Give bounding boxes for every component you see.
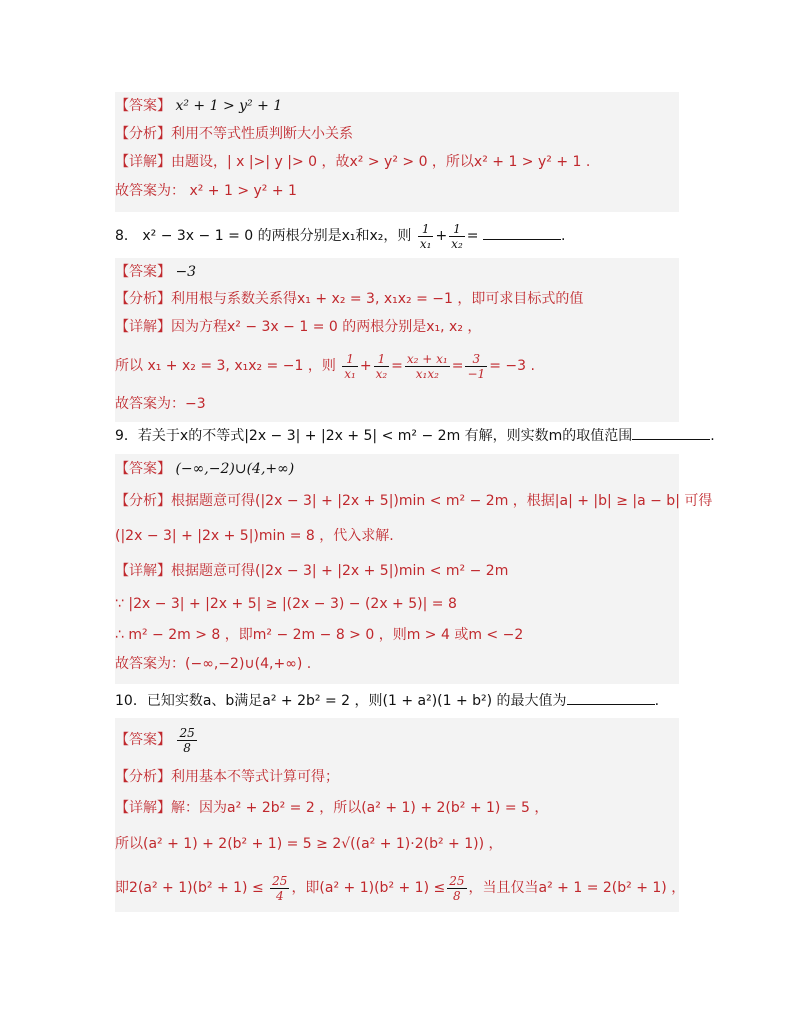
period: . xyxy=(710,428,715,444)
answer-tag: 【答案】 xyxy=(115,732,171,748)
detail-text: ，即(a² + 1)(b² + 1) ≤ xyxy=(291,880,446,896)
numerator: 25 xyxy=(449,873,465,888)
fraction xyxy=(405,352,450,381)
numerator: 25 xyxy=(179,725,195,740)
detail-line-q10 xyxy=(115,792,679,824)
analysis-text: 利用不等式性质判断大小关系 xyxy=(171,126,353,142)
question-10 xyxy=(115,688,679,714)
analysis-text: (|2x − 3| + |2x + 5|)min = 8 ，代入求解. xyxy=(115,528,394,544)
denominator: x₁ xyxy=(419,236,432,251)
detail-line-q9-2 xyxy=(115,588,679,620)
plus-sign: + xyxy=(435,228,448,244)
question-8 xyxy=(115,218,679,254)
answer-line-q9 xyxy=(115,454,679,484)
detail-text: 由题设，| x |>| y |> 0 ，故x² > y² > 0 ，所以x² + 1 > y² + 1 . xyxy=(171,154,591,170)
final-answer-q9 xyxy=(115,650,679,684)
analysis-tag: 【分析】 xyxy=(115,126,171,142)
final-answer-text: 故答案为： x² + 1 > y² + 1 xyxy=(115,183,297,199)
detail-text: 即2(a² + 1)(b² + 1) ≤ xyxy=(115,880,264,896)
detail-text: ，当且仅当a² + 1 = 2(b² + 1) ， xyxy=(468,880,686,896)
numerator: x₂ + x₁ xyxy=(406,351,448,366)
detail-tag: 【详解】 xyxy=(115,319,171,335)
detail-text: 所以(a² + 1) + 2(b² + 1) = 5 ≥ 2√((a² + 1)·2(b² + 1)) ， xyxy=(115,836,503,852)
fraction xyxy=(342,352,358,381)
denominator: x₁ xyxy=(344,366,356,381)
analysis-line-q9-2 xyxy=(115,518,679,554)
analysis-tag: 【分析】 xyxy=(115,769,171,785)
answer-line-q10 xyxy=(115,718,679,762)
analysis-line-q8 xyxy=(115,286,679,312)
equals-sign: = xyxy=(451,358,464,374)
detail-text: 因为方程x² − 3x − 1 = 0 的两根分别是x₁, x₂ ， xyxy=(171,319,482,335)
numerator: 1 xyxy=(449,222,465,237)
period: . xyxy=(560,228,566,244)
final-answer-text: 故答案为：−3 xyxy=(115,396,206,412)
detail-text: 所以 x₁ + x₂ = 3, x₁x₂ = −1 ，则 xyxy=(115,358,336,374)
period: . xyxy=(654,693,660,709)
equals-sign: = xyxy=(466,228,479,244)
answer-blank xyxy=(483,225,561,240)
detail-line-q10-3 xyxy=(115,864,686,912)
fraction xyxy=(177,726,196,755)
plus-sign: + xyxy=(359,358,372,374)
denominator: x₂ xyxy=(451,236,463,251)
analysis-text: 利用基本不等式计算可得； xyxy=(171,769,339,785)
detail-line-q9 xyxy=(115,554,679,588)
denominator: x₁x₂ xyxy=(415,366,439,381)
numerator: 1 xyxy=(418,222,434,237)
question-text: 8． x² − 3x − 1 = 0 的两根分别是x₁和x₂，则 xyxy=(115,228,412,244)
question-text: 9．若关于x的不等式|2x − 3| + |2x + 5| < m² − 2m 有解，则实数m的取值范围 xyxy=(115,428,633,444)
answer-blank xyxy=(632,425,710,440)
numerator: 1 xyxy=(374,352,390,367)
analysis-text: 根据题意可得(|2x − 3| + |2x + 5|)min < m² − 2m ，根据|a| + |b| ≥ |a − b| 可得 xyxy=(171,493,713,509)
denominator: 8 xyxy=(183,740,191,755)
detail-line-q9-3 xyxy=(115,620,679,650)
detail-tag: 【详解】 xyxy=(115,563,171,579)
answer-tag: 【答案】 xyxy=(115,98,171,114)
numerator: 25 xyxy=(272,873,288,888)
answer-tag: 【答案】 xyxy=(115,461,171,477)
fraction xyxy=(418,222,434,251)
analysis-text: 利用根与系数关系得x₁ + x₂ = 3, x₁x₂ = −1 ，即可求目标式的值 xyxy=(171,291,584,307)
answer-expression: (−∞,−2)∪(4,+∞) xyxy=(175,461,295,477)
detail-line-q8 xyxy=(115,312,679,342)
analysis-line-q10 xyxy=(115,762,679,792)
equals-sign: = xyxy=(391,358,403,374)
result-text: = −3 . xyxy=(489,358,535,374)
answer-blank xyxy=(567,690,655,705)
analysis-tag: 【分析】 xyxy=(115,291,171,307)
question-9 xyxy=(115,424,715,448)
analysis-line-q9 xyxy=(115,484,713,518)
denominator: 8 xyxy=(453,888,461,903)
fraction xyxy=(449,222,465,251)
final-answer-text: 故答案为：(−∞,−2)∪(4,+∞) . xyxy=(115,656,312,672)
detail-line-q8-2 xyxy=(115,342,679,390)
answer-line-q7 xyxy=(115,92,679,120)
detail-text: 解：因为a² + 2b² = 2 ，所以(a² + 1) + 2(b² + 1) = 5 ， xyxy=(171,800,549,816)
denominator: 4 xyxy=(275,888,284,903)
detail-tag: 【详解】 xyxy=(115,800,171,816)
numerator: 1 xyxy=(342,352,358,367)
final-answer-q7 xyxy=(115,176,679,212)
denominator: −1 xyxy=(467,366,486,381)
answer-expression: x² + 1 > y² + 1 xyxy=(175,98,283,114)
detail-tag: 【详解】 xyxy=(115,154,171,170)
detail-line-q10-2 xyxy=(115,824,679,864)
fraction xyxy=(270,874,289,903)
answer-expression: −3 xyxy=(175,264,197,280)
detail-line-q7 xyxy=(115,148,679,176)
analysis-tag: 【分析】 xyxy=(115,493,171,509)
fraction xyxy=(465,352,487,381)
fraction xyxy=(374,352,390,381)
answer-tag: 【答案】 xyxy=(115,264,171,280)
detail-text: ∴ m² − 2m > 8 ，即m² − 2m − 8 > 0 ，则m > 4 或m < −2 xyxy=(115,627,524,643)
denominator: x₂ xyxy=(375,366,388,381)
detail-text: ∵ |2x − 3| + |2x + 5| ≥ |(2x − 3) − (2x + 5)| = 8 xyxy=(115,596,457,612)
detail-text: 根据题意可得(|2x − 3| + |2x + 5|)min < m² − 2m xyxy=(171,563,509,579)
analysis-line-q7 xyxy=(115,120,679,148)
question-text: 10．已知实数a、b满足a² + 2b² = 2 ，则(1 + a²)(1 + b²) 的最大值为 xyxy=(115,693,567,709)
final-answer-q8 xyxy=(115,390,679,422)
answer-line-q8 xyxy=(115,258,679,286)
numerator: 3 xyxy=(465,352,487,367)
fraction xyxy=(447,874,466,903)
